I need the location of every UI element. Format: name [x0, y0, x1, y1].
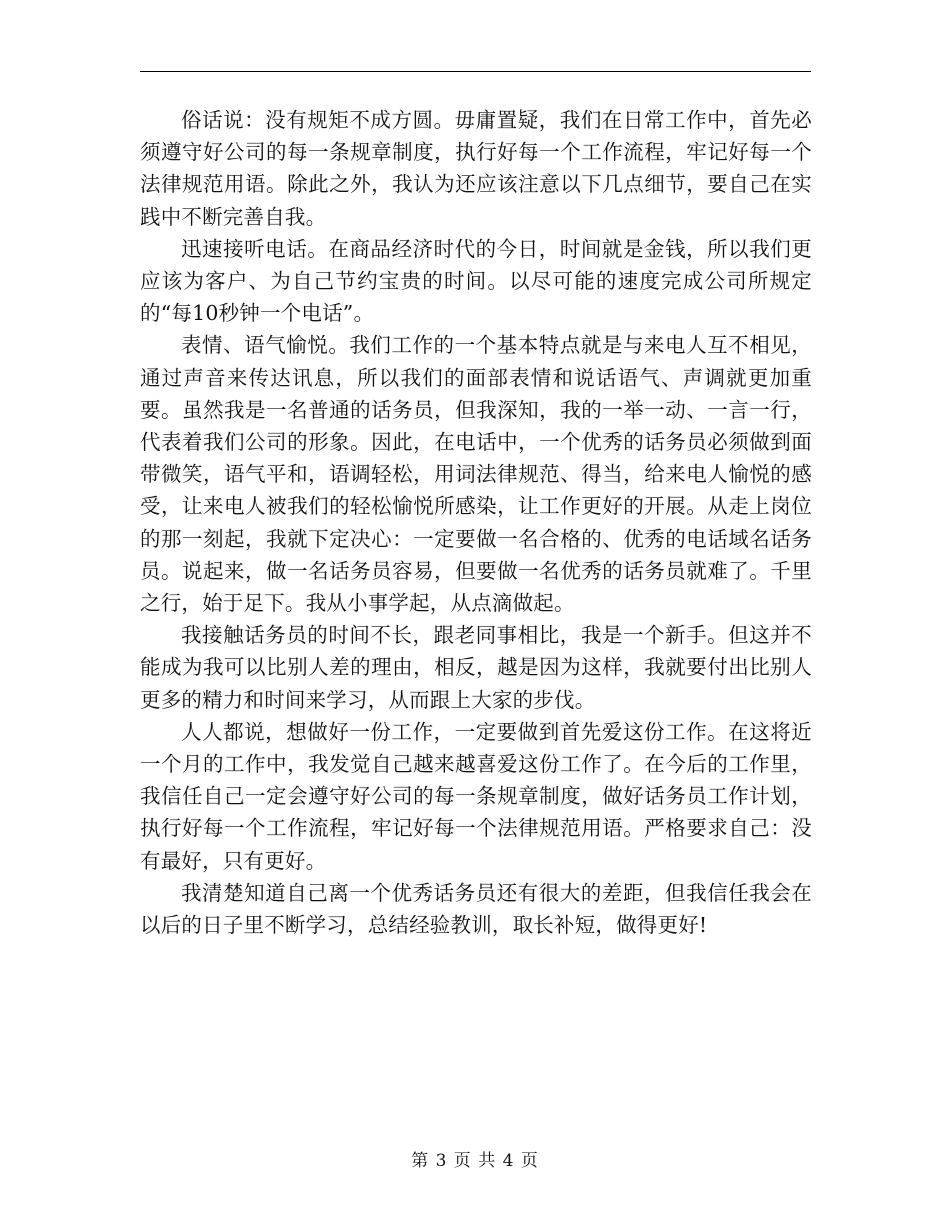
paragraph-5: 人人都说，想做好一份工作，一定要做到首先爱这份工作。在这将近一个月的工作中，我发觉自己越来越喜爱这份工作了。在今后的工作里，我信任自己一定会遵守好公司的每一条规章制度，做好话务员工作计划，执行好每一个工作流程，牢记好每一个法律规范用语。严格要求自己：没有最好，只有更好。	[140, 719, 812, 873]
paragraph-1: 俗话说：没有规矩不成方圆。毋庸置疑，我们在日常工作中，首先必须遵守好公司的每一条规章制度，执行好每一个工作流程，牢记好每一个法律规范用语。除此之外，我认为还应该注意以下几点细节，要自己在实践中不断完善自我。	[140, 108, 812, 229]
paragraph-3: 表情、语气愉悦。我们工作的一个基本特点就是与来电人互不相见，通过声音来传达讯息，所以我们的面部表情和说话语气、声调就更加重要。虽然我是一名普通的话务员，但我深知，我的一举一动、一言一行，代表着我们公司的形象。因此，在电话中，一个优秀的话务员必须做到面带微笑，语气平和，语调轻松，用词法律规范、得当，给来电人愉悦的感受，让来电人被我们的轻松愉悦所感染，让工作更好的开展。从走上岗位的那一刻起，我就下定决心：一定要做一名合格的、优秀的电话域名话务员。说起来，做一名话务员容易，但要做一名优秀的话务员就难了。千里之行，始于足下。我从小事学起，从点滴做起。	[140, 333, 812, 616]
header-rule	[140, 71, 811, 72]
paragraph-4: 我接触话务员的时间不长，跟老同事相比，我是一个新手。但这并不能成为我可以比别人差的理由，相反，越是因为这样，我就要付出比别人更多的精力和时间来学习，从而跟上大家的步伐。	[140, 623, 812, 712]
paragraph-6: 我清楚知道自己离一个优秀话务员还有很大的差距，但我信任我会在以后的日子里不断学习，总结经验教训，取长补短，做得更好!	[140, 880, 812, 938]
document-body	[140, 104, 812, 941]
page-number-footer: 第 3 页 共 4 页	[411, 1151, 539, 1171]
paragraph-2: 迅速接听电话。在商品经济时代的今日，时间就是金钱，所以我们更应该为客户、为自己节约宝贵的时间。以尽可能的速度完成公司所规定的“每10秒钟一个电话”。	[140, 236, 812, 326]
